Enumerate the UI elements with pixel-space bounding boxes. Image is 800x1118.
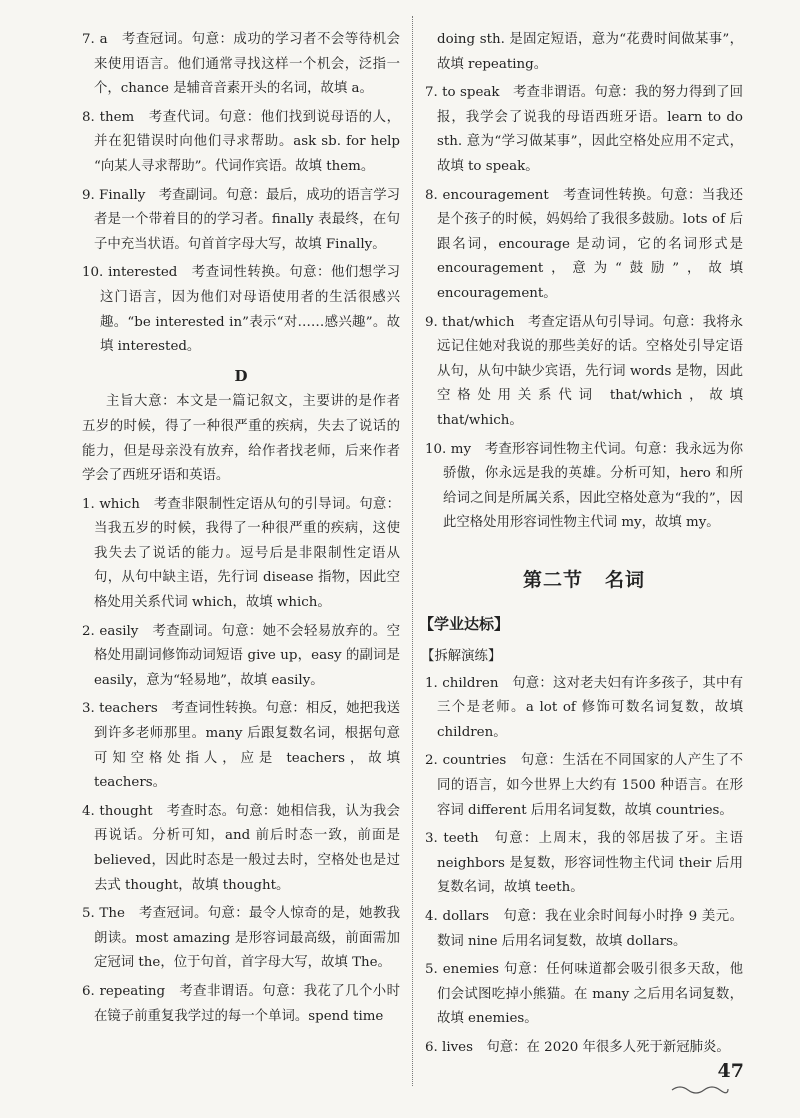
section-title: [425, 568, 743, 593]
answer-item: 9. Finally 考查副词。句意：最后，成功的语言学习者是一个带着目的的学习者。finally 表最终，在句子中充当状语。句首首字母大写，故填 Finally。: [82, 187, 400, 252]
answer-item: 5. The 考查冠词。句意：最令人惊奇的是，她教我朗读。most amazing 是形容词最高级，前面需加定冠词 the，位于句首，首字母大写，故填 The。: [82, 906, 400, 971]
answer-item: 4. thought 考查时态。句意：她相信我，认为我会再说话。分析可知，and 前后时态一致，前面是 believed，因此时态是一般过去时，空格处也是过去式 thought，故填 thought。: [82, 803, 400, 893]
answer-item: 7. a 考查冠词。句意：成功的学习者不会等待机会来使用语言。他们通常寻找这样一个机会，泛指一个，chance 是辅音音素开头的名词，故填 a。: [82, 32, 400, 97]
left-column: [82, 28, 400, 1033]
summary-paragraph: 主旨大意：本文是一篇记叙文，主要讲的是作者五岁的时候，得了一种很严重的疾病，失去了说话的能力，但是母亲没有放弃，给作者找老师，后来作者学会了西班牙语和英语。: [82, 394, 400, 484]
practice-item: 1. children 句意：这对老夫妇有许多孩子，其中有三个是老师。a lot of 修饰可数名词复数，故填 children。: [425, 675, 743, 740]
answer-item: 10. interested 考查词性转换。句意：他们想学习这门语言，因为他们对母语使用者的生活很感兴趣。“be interested in”表示“对……感兴趣”。故填 interested。: [82, 265, 400, 355]
answer-item: 8. encouragement 考查词性转换。句意：当我还是个孩子的时候，妈妈给了我很多鼓励。lots of 后跟名词，encourage 是动词，它的名词形式是 encouragement，意为“鼓励”，故填 encouragement。: [425, 187, 743, 301]
practice-item: 6. lives 句意：在 2020 年很多人死于新冠肺炎。: [425, 1039, 730, 1055]
continuation-text: doing sth. 是固定短语，意为“花费时间做某事”，故填 repeating。: [437, 32, 743, 72]
practice-item: 2. countries 句意：生活在不同国家的人产生了不同的语言，如今世界上大约有 1500 种语言。在形容词 different 后用名词复数，故填 countries。: [425, 753, 743, 818]
practice-item: 5. enemies 句意：任何味道都会吸引很多天敌，他们会试图吃掉小熊猫。在 many 之后用名词复数，故填 enemies。: [425, 962, 743, 1027]
sub-heading: 【拆解演练】: [421, 649, 502, 665]
answer-item: 1. which 考查非限制性定语从句的引导词。句意：当我五岁的时候，我得了一种很严重的疾病，这使我失去了说话的能力。逗号后是非限制性定语从句，从句中缺主语，先行词 disease 指物，因此空格处用关系代词 which，故填 which。: [82, 496, 400, 611]
column-divider: [412, 16, 413, 1086]
page-number: 47: [717, 1060, 744, 1082]
answer-item: 10. my 考查形容词性物主代词。句意：我永远为你骄傲，你永远是我的英雄。分析可知，hero 和所给词之间是所属关系，因此空格处意为“我的”，因此空格处用形容词性物主代词 my，故填 my。: [425, 441, 743, 531]
practice-item: 3. teeth 句意：上周末，我的邻居拔了牙。主语 neighbors 是复数，形容词性物主代词 their 后用复数名词，故填 teeth。: [425, 831, 743, 896]
practice-item: 4. dollars 句意：我在业余时间每小时挣 9 美元。数词 nine 后用名词复数，故填 dollars。: [425, 909, 743, 949]
answer-item: 3. teachers 考查词性转换。句意：相反，她把我送到许多老师那里。many 后跟复数名词，根据句意可知空格处指人，应是 teachers，故填 teachers。: [82, 701, 400, 791]
right-column: [419, 28, 743, 1065]
answer-item: 9. that/which 考查定语从句引导词。句意：我将永远记住她对我说的那些美好的话。空格处引导定语从句，从句中缺少宾语，先行词 words 是物，因此空格处用关系代词 that/which，故填 that/which。: [425, 314, 743, 428]
answer-item: 7. to speak 考查非谓语。句意：我的努力得到了回报，我学会了说我的母语西班牙语。learn to do sth. 意为“学习做某事”，因此空格处应用不定式，故填 to speak。: [425, 85, 743, 174]
section-title-number: 第二节: [522, 568, 583, 591]
bracket-heading: 【学业达标】: [419, 615, 510, 634]
answer-item: 2. easily 考查副词。句意：她不会轻易放弃的。空格处用副词修饰动词短语 give up，easy 的副词是 easily，意为“轻易地”，故填 easily。: [82, 623, 400, 688]
answer-item: 6. repeating 考查非谓语。句意：我花了几个小时在镜子前重复我学过的每一个单词。spend time: [82, 983, 400, 1024]
section-letter: D: [234, 366, 248, 385]
section-title-topic: 名词: [605, 568, 646, 591]
answer-item: 8. them 考查代词。句意：他们找到说母语的人，并在犯错误时向他们寻求帮助。ask sb. for help “向某人寻求帮助”。代词作宾语。故填 them。: [82, 109, 400, 174]
flourish-ornament: [670, 1084, 730, 1094]
